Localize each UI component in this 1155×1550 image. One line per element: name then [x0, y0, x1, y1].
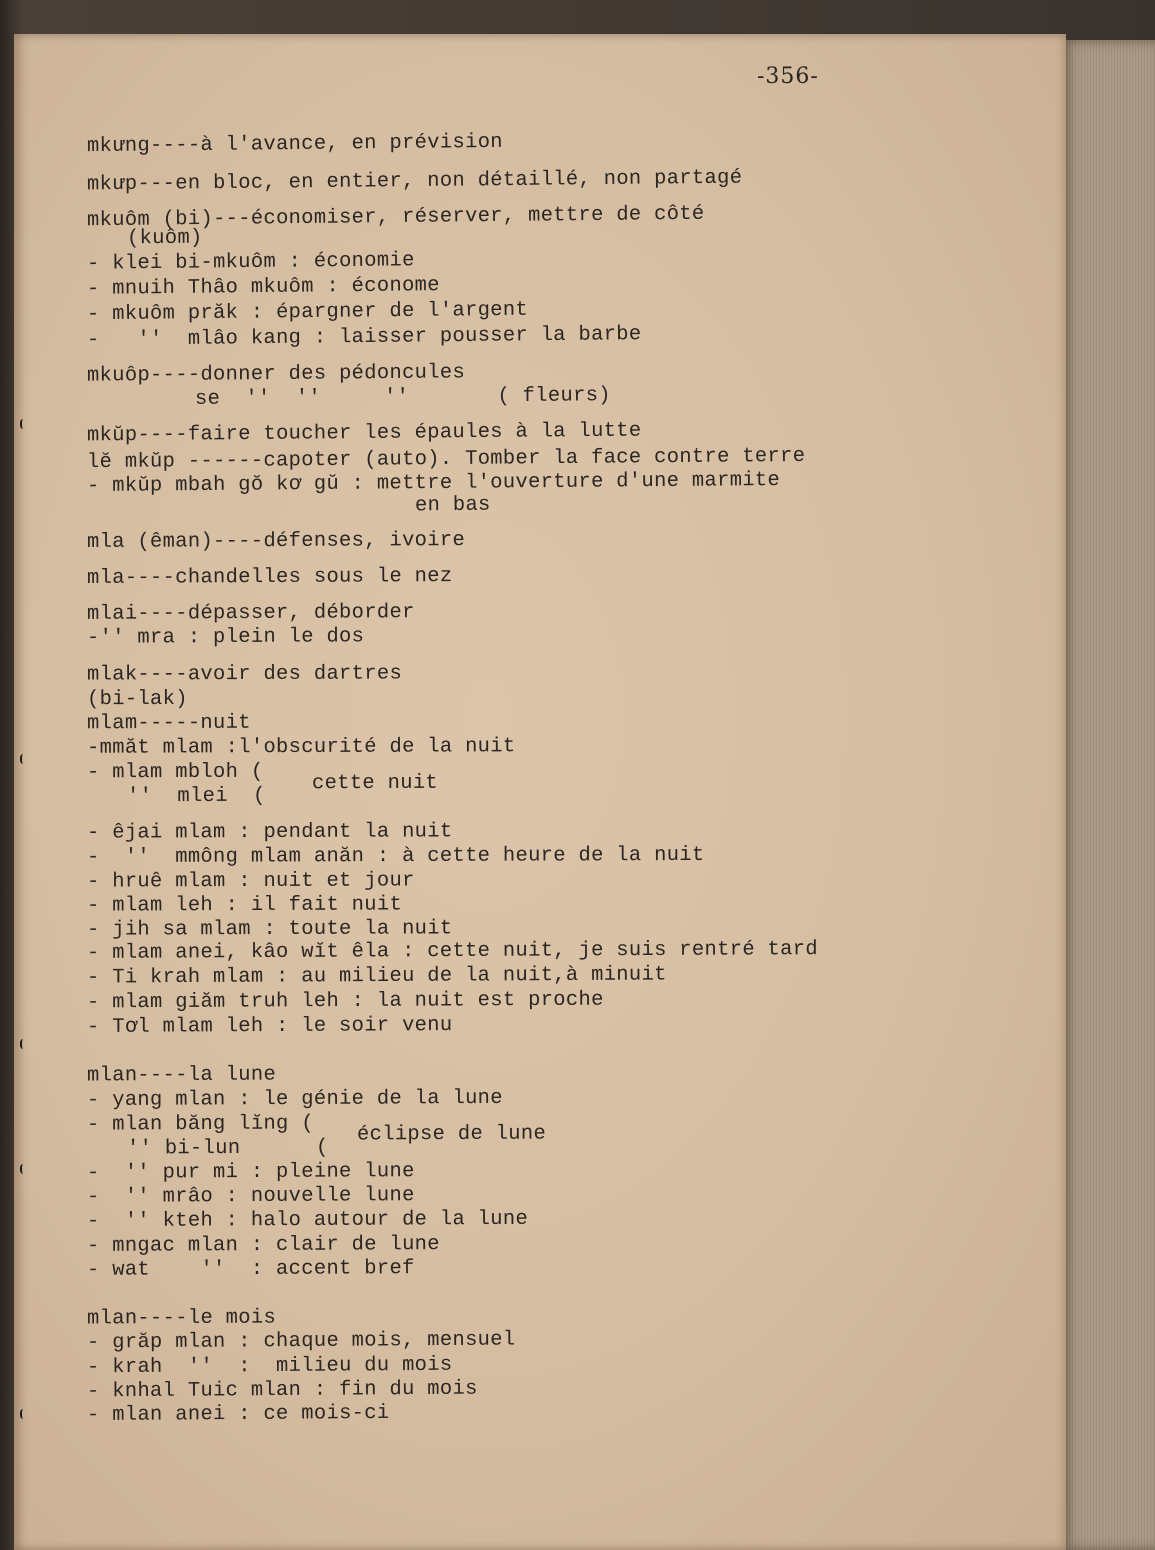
binding-mark — [20, 1039, 28, 1049]
entry-line: - mngac mlan : clair de lune — [86, 1233, 440, 1258]
entry-line: mkưp---en bloc, en entier, non détaillé, non partagé — [86, 166, 743, 197]
entry-line: mkuôp----donner des pédoncules — [86, 361, 466, 388]
page-number: -356- — [757, 64, 819, 89]
entry-line: - mnuih Thâo mkuôm : économe — [86, 274, 440, 301]
entry-line: - mlan băng lĭng ( — [86, 1112, 314, 1137]
entry-line: - yang mlan : le génie de la lune — [86, 1086, 503, 1113]
entry-line: '' bi-lun ( — [126, 1136, 329, 1161]
entry-line: mla (êman)----défenses, ivoire — [86, 529, 466, 554]
entry-line: '' mlei ( — [126, 784, 266, 809]
entry-line: mla----chandelles sous le nez — [86, 565, 453, 590]
entry-line: - '' mrâo : nouvelle lune — [86, 1184, 415, 1209]
entry-line: - hruê mlam : nuit et jour — [86, 869, 415, 894]
entry-line: mlak----avoir des dartres — [86, 662, 403, 687]
entry-line: - '' kteh : halo autour de la lune — [86, 1207, 529, 1234]
entry-line: - êjai mlam : pendant la nuit — [86, 820, 453, 845]
page-edges — [1060, 40, 1155, 1550]
binding-mark — [20, 419, 28, 429]
binding-mark — [20, 754, 28, 764]
entry-line: (bi-lak) — [86, 687, 188, 712]
entry-line: -mmăt mlam :l'obscurité de la nuit — [86, 735, 516, 760]
binding-mark — [20, 1164, 28, 1174]
entry-line: - '' mlâo kang : laisser pousser la barbe — [86, 323, 642, 352]
entry-line: - mkŭp mbah gŏ kơ gŭ : mettre l'ouverture d'une marmite — [86, 468, 781, 499]
entry-line: mlan----le mois — [86, 1306, 277, 1331]
entry-line: mkuôm (bi)---économiser, réserver, mettre de côté — [86, 202, 705, 233]
entry-line: - grăp mlan : chaque mois, mensuel — [86, 1328, 516, 1355]
entry-line: mkŭp----faire toucher les épaules à la lutte — [86, 419, 642, 448]
entry-line: - '' mmông mlam anăn : à cette heure de la nuit — [86, 843, 705, 870]
entry-line: mlam-----nuit — [86, 711, 251, 736]
entry-line: - Ti krah mlam : au milieu de la nuit,à minuit — [86, 963, 667, 990]
entry-line: - mlan anei : ce mois-ci — [86, 1401, 390, 1428]
entry-line: - knhal Tuic mlan : fin du mois — [86, 1377, 478, 1404]
binding-mark — [20, 1409, 28, 1419]
entry-line: se '' '' '' ( fleurs) — [194, 384, 611, 411]
entry-line: cette nuit — [311, 771, 439, 796]
entry-line: - mlam leh : il fait nuit — [86, 893, 403, 918]
entry-line: - Tơl mlam leh : le soir venu — [86, 1014, 453, 1039]
entry-line: - mlam giăm truh leh : la nuit est proche — [86, 988, 604, 1015]
entry-line: mlai----dépasser, déborder — [86, 601, 415, 626]
entry-line: - '' pur mi : pleine lune — [86, 1160, 415, 1185]
entry-line: mlan----la lune — [86, 1063, 277, 1088]
entry-line: -'' mra : plein le dos — [86, 625, 365, 650]
entry-line: - klei bi-mkuôm : économie — [86, 249, 415, 276]
entry-line: mkưng----à l'avance, en prévision — [86, 130, 503, 159]
entry-line: - mlam anei, kâo wĭt êla : cette nuit, je suis rentré tard — [86, 938, 818, 965]
entry-line: - mlam mbloh ( — [86, 760, 264, 785]
entry-line: lĕ mkŭp ------capoter (auto). Tomber la face contre terre — [86, 444, 806, 475]
entry-line: - wat '' : accent bref — [86, 1257, 415, 1282]
entry-line: - krah '' : milieu du mois — [86, 1353, 453, 1380]
entry-line: (kuôm) — [126, 226, 203, 251]
entry-line: - mkuôm prăk : épargner de l'argent — [86, 298, 529, 327]
entry-line: éclipse de lune — [356, 1122, 547, 1147]
entry-line: - jih sa mlam : toute la nuit — [86, 917, 453, 942]
entry-line: en bas — [414, 493, 491, 518]
